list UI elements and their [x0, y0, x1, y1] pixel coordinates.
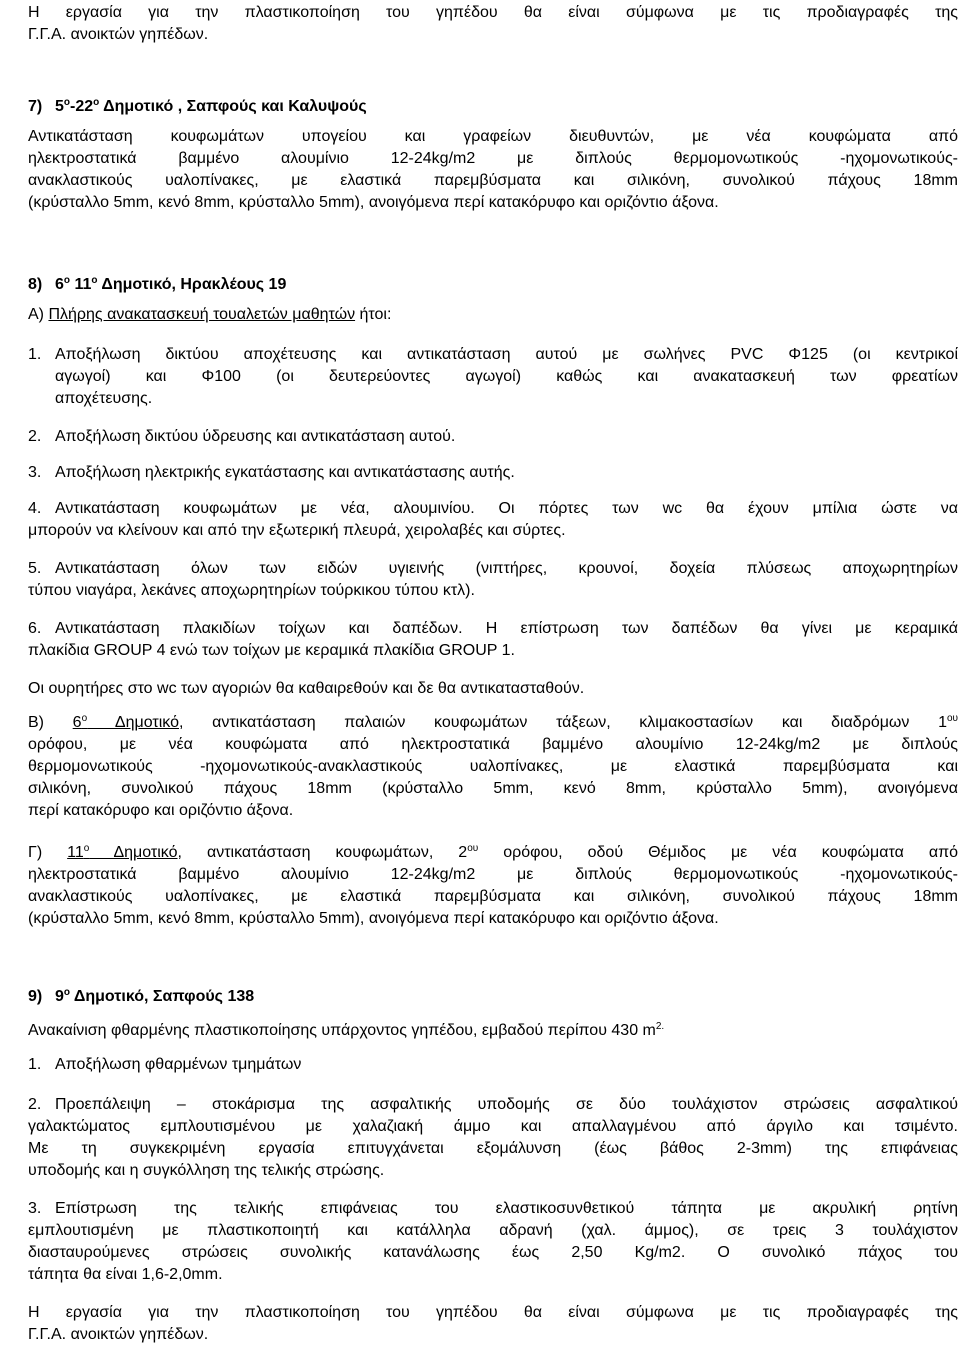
section-7-line-1: Αντικατάσταση κουφωμάτων υπογείου και γραφείων διευθυντών, με νέα κουφώματα από	[28, 128, 958, 145]
item-9-2-line-3: Με τη συγκεκριμένη εργασία επιτυγχάνεται εξομάλυνση (έως βάθος 2-3mm) της επιφάνειας	[28, 1140, 958, 1157]
intro-line-1: Η εργασία για την πλαστικοποίηση του γηπέδου θα είναι σύμφωνα με τις προδιαγραφές της	[28, 4, 958, 21]
item-8-4-line-2: μπορούν να κλείνουν και από την εξωτερική πλευρά, χειρολαβές και σύρτες.	[28, 522, 566, 539]
item-9-3-line-4: τάπητα θα είναι 1,6-2,0mm.	[28, 1266, 223, 1283]
item-8-1-line-1: Αποξήλωση δικτύου αποχέτευσης και αντικατάσταση αυτού με σωλήνες PVC Φ125 (οι κεντρικοί	[55, 346, 958, 363]
closing-line-2: Γ.Γ.Α. ανοικτών γηπέδων.	[28, 1326, 209, 1343]
item-8-5-line-1: Αντικατάσταση όλων των ειδών υγιεινής (νιπτήρες, κρουνοί, δοχεία πλύσεως αποχωρητηρίων	[55, 560, 958, 577]
section-8-g-line-2: ηλεκτροστατικά βαμμένο αλουμίνιο 12-24kg/m2 με διπλούς θερμομονωτικούς -ηχομονωτικούς-	[28, 866, 958, 883]
section-8-b-line-1: Β) $6^o$ Δημοτικό, αντικατάσταση παλαιών κουφωμάτων τάξεων, κλιμακοστασίων και διαδρόμων $1^{o\upsilon}$	[28, 713, 959, 731]
item-9-3-line-2: εμπλουτισμένη με πλαστικοποιητή και κατάλληλα αδρανή (χαλ. άμμος), σε τρεις 3 τουλάχιστον	[28, 1222, 958, 1239]
item-8-4-number: 4.	[28, 500, 42, 517]
item-8-2-text: Αποξήλωση δικτύου ύδρευσης και αντικατάσταση αυτού.	[55, 428, 456, 445]
item-9-1-number: 1.	[28, 1056, 42, 1073]
section-8-b-line-4: σιλικόνη, συνολικού πάχους 18mm (κρύσταλλο 5mm, κενό 8mm, κρύσταλλο 5mm), ανοιγόμενα	[28, 780, 958, 797]
item-8-1-number: 1.	[28, 346, 42, 363]
closing-line-1: Η εργασία για την πλαστικοποίηση του γηπέδου θα είναι σύμφωνα με τις προδιαγραφές της	[28, 1304, 958, 1321]
section-8-g-line-1: Γ) $11^o$ Δημοτικό, αντικατάσταση κουφωμάτων, $2^{o\upsilon}$ ορόφου, οδού Θέμιδος με νέα κουφώματα από	[28, 843, 959, 861]
section-9-line-1: Ανακαίνιση φθαρμένης πλαστικοποίησης υπάρχοντος γηπέδου, εμβαδού περίπου 430 $m^{2.}$	[28, 1021, 665, 1039]
section-8-subheading-a: Α) Πλήρης ανακατασκευή τουαλετών μαθητών ήτοι:	[28, 306, 392, 323]
item-8-5-number: 5.	[28, 560, 42, 577]
item-9-3-number: 3.	[28, 1200, 42, 1217]
item-9-2-line-2: γαλακτώματος εμπλουτισμένου με χαλαζιακή άμμο και απαλλαγμένου από άργιλο και τσιμέντο.	[28, 1118, 958, 1135]
item-8-1-line-2: αγωγοί) και Φ100 (οι δευτερεύοντες αγωγοί) καθώς και ανακατασκευή των φρεατίων	[55, 368, 958, 385]
item-8-3-number: 3.	[28, 464, 42, 481]
section-7-heading: 7) $5^o-22^o$ Δημοτικό , Σαπφούς και Καλυψούς	[28, 97, 367, 115]
item-9-2-line-4: υποδομής και η συγκόλληση της τελικής στρώσης.	[28, 1162, 385, 1179]
section-8-g-line-4: (κρύσταλλο 5mm, κενό 8mm, κρύσταλλο 5mm), ανοιγόμενα περί κατακόρυφο και οριζόντιο άξονα.	[28, 910, 719, 927]
section-7-line-4: (κρύσταλλο 5mm, κενό 8mm, κρύσταλλο 5mm), ανοιγόμενα περί κατακόρυφο και οριζόντιο άξονα.	[28, 194, 719, 211]
section-8-note: Οι ουρητήρες στο wc των αγοριών θα καθαιρεθούν και δε θα αντικατασταθούν.	[28, 680, 585, 697]
section-8-b-line-5: περί κατακόρυφο και οριζόντιο άξονα.	[28, 802, 294, 819]
section-8-heading: 8) $6^o$ $11^o$ Δημοτικό, Ηρακλέους 19	[28, 275, 287, 293]
item-9-1-text: Αποξήλωση φθαρμένων τμημάτων	[55, 1056, 302, 1073]
item-9-2-line-1: Προεπάλειψη – στοκάρισμα της ασφαλτικής υποδομής σε δύο τουλάχιστον στρώσεις ασφαλτικού	[55, 1096, 958, 1113]
section-8-b-line-3: θερμομονωτικούς -ηχομονωτικούς-ανακλαστικούς υαλοπίνακες, με ελαστικά παρεμβύσματα και	[28, 758, 958, 775]
item-8-6-line-2: πλακίδια GROUP 4 ενώ των τοίχων με κεραμικά πλακίδια GROUP 1.	[28, 642, 515, 659]
item-8-1-line-3: αποχέτευσης.	[55, 390, 153, 407]
item-8-2-number: 2.	[28, 428, 42, 445]
item-8-4-line-1: Αντικατάσταση κουφωμάτων με νέα, αλουμινίου. Οι πόρτες των wc θα έχουν μπίλια ώστε να	[55, 500, 958, 517]
item-9-3-line-3: διασταυρούμενες στρώσεις συνολικής κατανάλωσης έως 2,50 Kg/m2. Ο συνολικό πάχος του	[28, 1244, 958, 1261]
section-7-line-3: ανακλαστικούς υαλοπίνακες, με ελαστικά παρεμβύσματα και σιλικόνη, συνολικού πάχους 18mm	[28, 172, 958, 189]
section-9-heading: 9) $9^o$ Δημοτικό, Σαπφούς 138	[28, 987, 255, 1005]
item-9-2-number: 2.	[28, 1096, 42, 1113]
item-8-6-number: 6.	[28, 620, 42, 637]
item-8-5-line-2: τύπου νιαγάρα, λεκάνες αποχωρητηρίων τούρκικου τύπου κτλ).	[28, 582, 475, 599]
section-8-b-line-2: ορόφου, με νέα κουφώματα από ηλεκτροστατικά βαμμένο αλουμίνιο 12-24kg/m2 με διπλούς	[28, 736, 958, 753]
item-8-6-line-1: Αντικατάσταση πλακιδίων τοίχων και δαπέδων. Η επίστρωση των δαπέδων θα γίνει με κεραμικά	[55, 620, 958, 637]
item-8-3-text: Αποξήλωση ηλεκτρικής εγκατάστασης και αντικατάστασης αυτής.	[55, 464, 515, 481]
section-7-line-2: ηλεκτροστατικά βαμμένο αλουμίνιο 12-24kg/m2 με διπλούς θερμομονωτικούς -ηχομονωτικούς-	[28, 150, 958, 167]
item-9-3-line-1: Επίστρωση της τελικής επιφάνειας του ελαστικοσυνθετικού τάπητα με ακρυλική ρητίνη	[55, 1200, 958, 1217]
section-8-g-line-3: ανακλαστικούς υαλοπίνακες, με ελαστικά παρεμβύσματα και σιλικόνη, συνολικού πάχους 18mm	[28, 888, 958, 905]
intro-line-2: Γ.Γ.Α. ανοικτών γηπέδων.	[28, 26, 209, 43]
